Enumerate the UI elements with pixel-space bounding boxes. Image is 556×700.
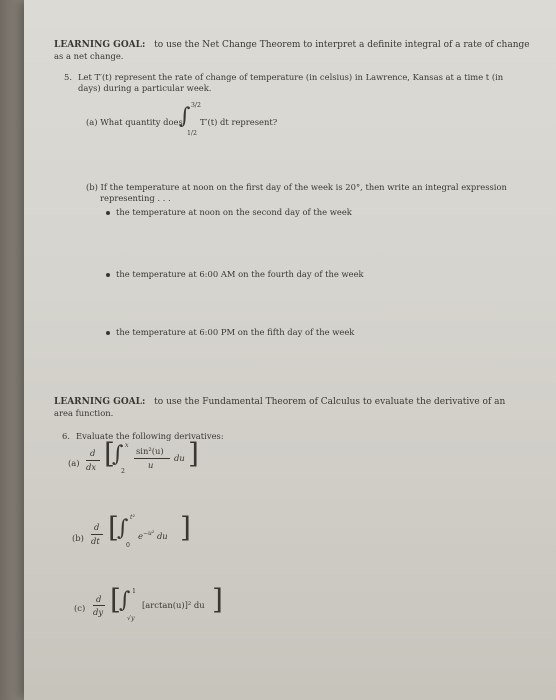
left-bracket: [ (104, 437, 115, 470)
learning-goal-1 (54, 40, 530, 51)
q6c-upper: 1 (132, 588, 136, 595)
q5b-line1: (b) If the temperature at noon on the first day of the week is 20°, then write an integral expression (86, 182, 507, 192)
q5b-bullet-1: the temperature at noon on the second day of the week (116, 207, 352, 217)
integral-sign: ∫ (119, 588, 131, 613)
q6b-dden: dt (91, 536, 100, 546)
fraction-bar (86, 460, 100, 461)
q6c-lower: y (130, 615, 135, 622)
q6c-integrand: [arctan(u)]² du (142, 600, 205, 610)
q6b-exp: −u² (142, 530, 155, 537)
paper-sheet (24, 0, 556, 700)
q5-number: 5. (64, 72, 72, 82)
q6b-label: (b) (72, 533, 84, 543)
right-bracket: ] (212, 583, 223, 616)
integral-sign: ∫ (179, 104, 191, 129)
q5-line2: days) during a particular week. (78, 83, 212, 93)
fraction-bar (91, 534, 103, 535)
q6b-dnum: d (94, 522, 100, 532)
q6b-upper: t² (130, 514, 135, 521)
goal-text: to use the Net Change Theorem to interpret a definite integral of a rate of change (154, 40, 530, 50)
q6b-du: du (156, 530, 168, 541)
q5b-bullet-3: the temperature at 6:00 PM on the fifth day of the week (116, 327, 355, 337)
q6c-dden: dy (93, 607, 104, 617)
goal-label: LEARNING GOAL: (54, 397, 146, 407)
q6b-lower: 0 (126, 542, 130, 549)
q5a-integrand: T′(t) dt represent? (200, 117, 278, 127)
q6-prompt: Evaluate the following derivatives: (76, 431, 224, 441)
q6a-lower: 2 (121, 468, 125, 475)
q5b-bullet-2: the temperature at 6:00 AM on the fourth day of the week (116, 269, 364, 279)
right-bracket: ] (180, 511, 191, 544)
q6b-integrand: $e^{-u^2}$ du (138, 530, 168, 541)
integral-sign: ∫ (112, 442, 124, 467)
bullet-dot (106, 211, 110, 215)
fraction-bar (134, 458, 170, 459)
q5-line1: Let T′(t) represent the rate of change of temperature (in celsius) in Lawrence, Kansas at a time t (in (78, 72, 504, 82)
q5a-lower: 1/2 (187, 130, 197, 137)
left-bracket: [ (108, 511, 119, 544)
left-bracket: [ (110, 583, 121, 616)
q6a-dnum: d (90, 448, 96, 458)
goal-text-cont: as a net change. (54, 51, 124, 61)
q6a-dden: dx (86, 462, 97, 472)
q6a-label: (a) (68, 458, 80, 468)
bullet-dot (106, 273, 110, 277)
q6c-lower-root: √y (127, 615, 135, 622)
goal-label: LEARNING GOAL: (54, 40, 146, 50)
q6a-upper: x (125, 442, 129, 449)
q6a-num: sin²(u) (136, 446, 164, 456)
integral-sign: ∫ (117, 516, 129, 541)
right-bracket: ] (188, 437, 199, 470)
q6c-dnum: d (96, 594, 102, 604)
bullet-dot (106, 331, 110, 335)
q5a-upper: 3/2 (191, 102, 201, 109)
q6a-den: u (148, 460, 154, 470)
q6c-label: (c) (74, 603, 86, 613)
q5a-label: (a) What quantity does (86, 117, 183, 127)
goal-text: to use the Fundamental Theorem of Calculus to evaluate the derivative of an (154, 397, 506, 407)
q5b-line2: representing . . . (100, 193, 171, 203)
learning-goal-2 (54, 397, 505, 408)
q6-number: 6. (62, 431, 70, 441)
goal-text-cont: area function. (54, 408, 114, 418)
q6a-du: du (174, 453, 185, 463)
fraction-bar (93, 605, 105, 606)
